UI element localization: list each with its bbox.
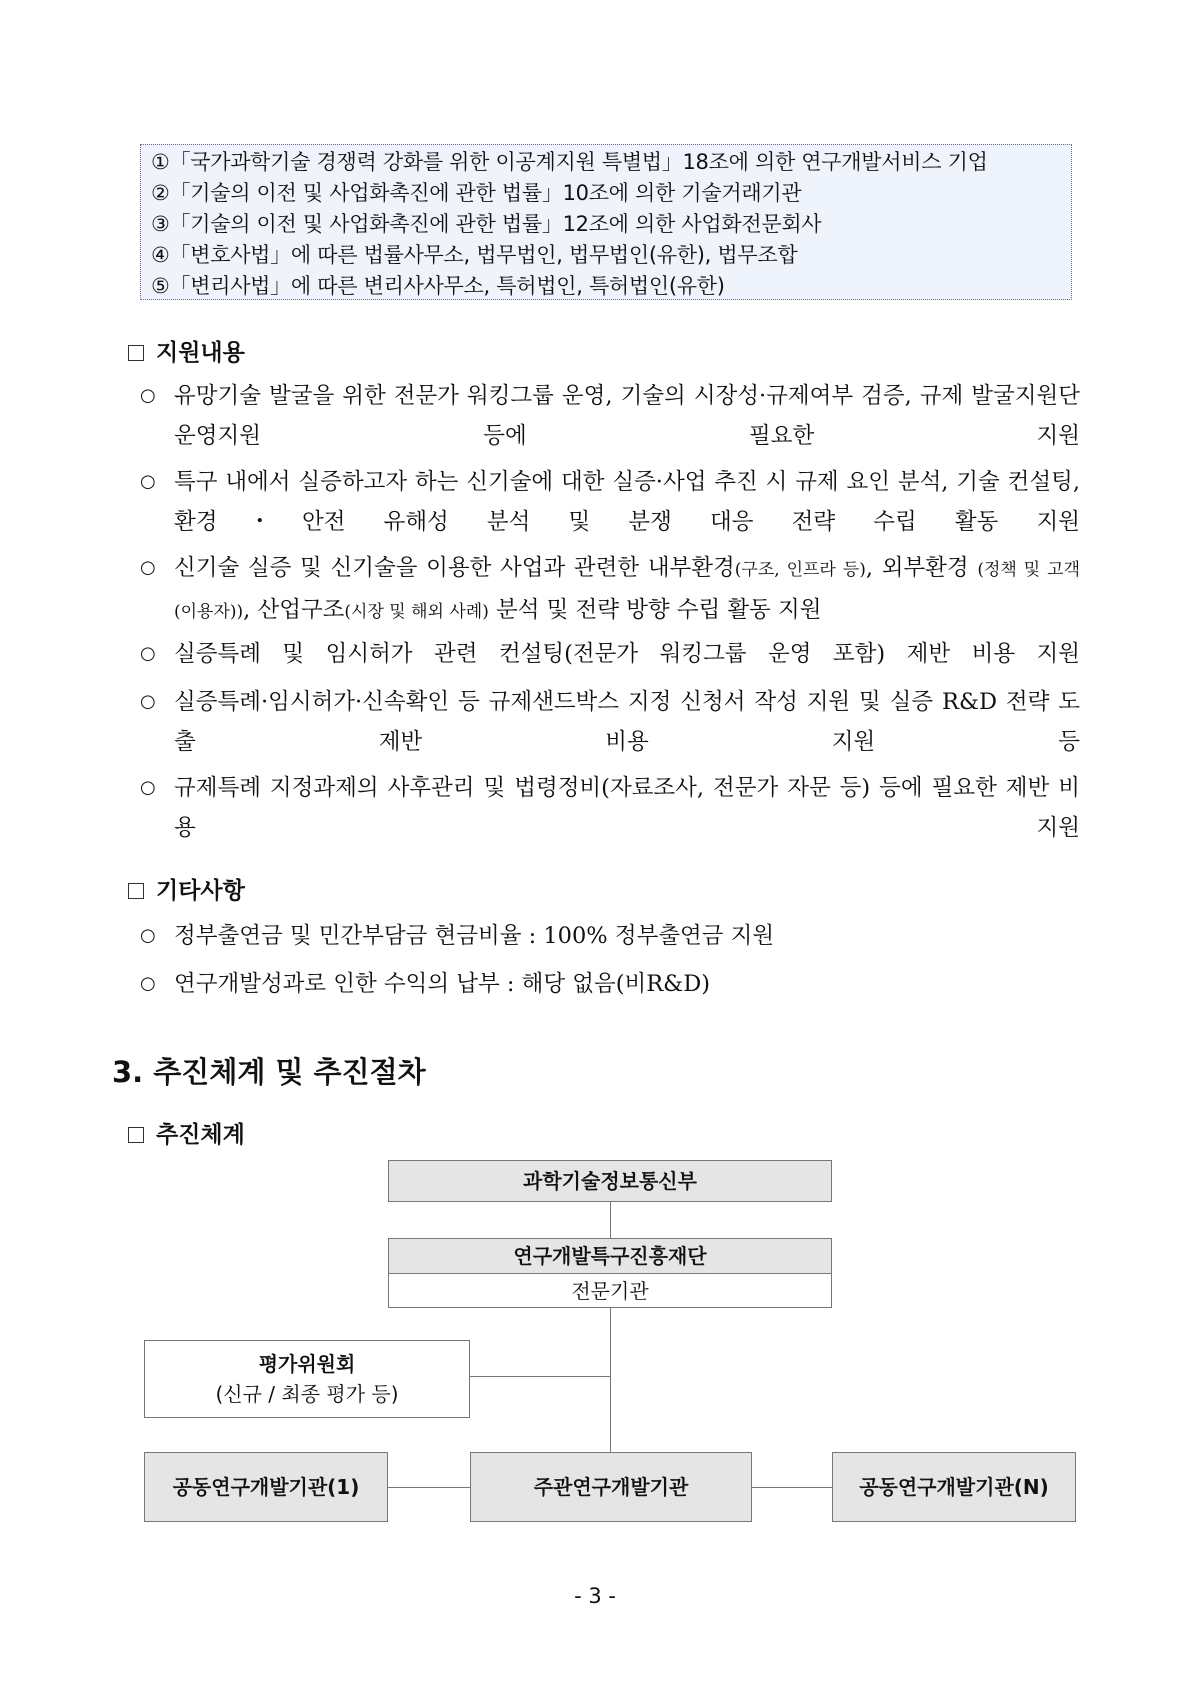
eligible-item-2: ②「기술의 이전 및 사업화촉진에 관한 법률」10조에 의한 기술거래기관 [151, 181, 802, 205]
eligible-item-3: ③「기술의 이전 및 사업화촉진에 관한 법률」12조에 의한 사업화전문회사 [151, 212, 822, 236]
org-joint-left: 공동연구개발기관(1) [144, 1452, 388, 1522]
org-foundation-name: 연구개발특구진흥재단 [389, 1239, 831, 1274]
org-foundation-role: 전문기관 [571, 1279, 649, 1303]
circle-bullet-icon: ○ [140, 777, 156, 798]
connector-line [388, 1487, 470, 1488]
org-main: 주관연구개발기관 [470, 1452, 752, 1522]
org-committee-role: (신규 / 최종 평가 등) [215, 1382, 399, 1406]
etc-heading: 기타사항 [128, 872, 245, 905]
support-item-4: ○ 실증특례 및 임시허가 관련 컨설팅(전문가 워킹그룹 운영 포함) 제반 비용 지원 [140, 634, 1080, 674]
section-3-title: 3. 추진체계 및 추진절차 [112, 1055, 426, 1089]
org-joint-right: 공동연구개발기관(N) [832, 1452, 1076, 1522]
circle-bullet-icon: ○ [140, 643, 156, 664]
support-item-2: ○ 특구 내에서 실증하고자 하는 신기술에 대한 실증·사업 추진 시 규제 요인 분석, 기술 컨설팅, 환경・안전 유해성 분석 및 분쟁 대응 전략 수립 활동 지원 [140, 462, 1080, 542]
connector-line [470, 1376, 610, 1377]
org-heading: 추진체계 [128, 1116, 245, 1149]
circle-bullet-icon: ○ [140, 973, 156, 994]
checkbox-square-icon [128, 883, 144, 899]
org-committee-name: 평가위원회 [258, 1352, 356, 1376]
support-item-3: ○ 신기술 실증 및 신기술을 이용한 사업과 관련한 내부환경(구조, 인프라 등), 외부환경 (정책 및 고객(이용자)), 산업구조(시장 및 해외 사례) 분석 및 전략 방향 수립 활동 지원 [140, 548, 1080, 632]
connector-line [610, 1202, 611, 1238]
eligible-item-1: ①「국가과학기술 경쟁력 강화를 위한 이공계지원 특별법」18조에 의한 연구개발서비스 기업 [151, 150, 988, 174]
eligible-institutions-box [140, 144, 1072, 300]
etc-item-1: ○ 정부출연금 및 민간부담금 현금비율 : 100% 정부출연금 지원 [140, 916, 1080, 956]
circle-bullet-icon: ○ [140, 925, 156, 946]
support-item-1: ○ 유망기술 발굴을 위한 전문가 워킹그룹 운영, 기술의 시장성·규제여부 검증, 규제 발굴지원단 운영지원 등에 필요한 지원 [140, 376, 1080, 456]
org-committee [144, 1340, 470, 1418]
support-heading: 지원내용 [128, 334, 245, 367]
checkbox-square-icon [128, 1127, 144, 1143]
eligible-item-5: ⑤「변리사법」에 따른 변리사사무소, 특허법인, 특허법인(유한) [151, 274, 725, 298]
circle-bullet-icon: ○ [140, 471, 156, 492]
page-number: - 3 - [574, 1584, 616, 1608]
support-item-5: ○ 실증특례·임시허가·신속확인 등 규제샌드박스 지정 신청서 작성 지원 및 실증 R&D 전략 도출 제반 비용 지원 등 [140, 682, 1080, 762]
support-item-6: ○ 규제특례 지정과제의 사후관리 및 법령정비(자료조사, 전문가 자문 등) 등에 필요한 제반 비용 지원 [140, 768, 1080, 848]
circle-bullet-icon: ○ [140, 691, 156, 712]
circle-bullet-icon: ○ [140, 557, 156, 578]
connector-line [752, 1487, 832, 1488]
org-ministry: 과학기술정보통신부 [388, 1160, 832, 1202]
org-foundation [388, 1238, 832, 1308]
checkbox-square-icon [128, 345, 144, 361]
etc-item-2: ○ 연구개발성과로 인한 수익의 납부 : 해당 없음(비R&D) [140, 964, 1080, 1004]
circle-bullet-icon: ○ [140, 385, 156, 406]
connector-line [610, 1308, 611, 1452]
eligible-item-4: ④「변호사법」에 따른 법률사무소, 법무법인, 법무법인(유한), 법무조합 [151, 243, 798, 267]
